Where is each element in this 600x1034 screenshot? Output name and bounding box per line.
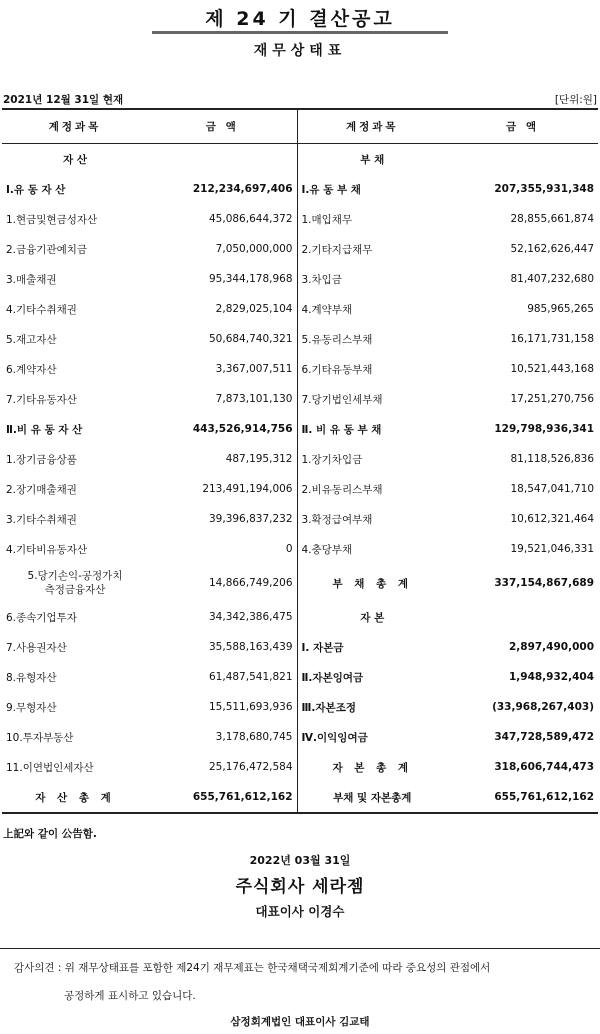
table-row xyxy=(2,722,598,752)
total-equity-label: 자 본 총 계 xyxy=(297,752,447,782)
amount: 16,171,731,158 xyxy=(510,333,594,345)
table-row xyxy=(2,294,598,324)
amount: 25,176,472,584 xyxy=(209,761,293,773)
header-left-amount: 금 액 xyxy=(148,109,297,144)
non-current-assets-label: Ⅱ.비 유 동 자 산 xyxy=(6,423,83,436)
amount: 81,407,232,680 xyxy=(510,273,594,285)
amount: 61,487,541,821 xyxy=(209,671,293,683)
amount: 14,866,749,206 xyxy=(209,577,293,589)
item-label: 7.당기법인세부채 xyxy=(297,384,447,414)
as-of-date: 2021년 12월 31일 현재 xyxy=(3,94,124,106)
item-label: 11.이연법인세자산 xyxy=(6,761,94,774)
amount xyxy=(447,144,598,175)
item-label: 2.기타지급채무 xyxy=(297,234,447,264)
item-label: 3.확정급여부채 xyxy=(297,504,447,534)
amount: 52,162,626,447 xyxy=(510,243,594,255)
table-row xyxy=(2,324,598,354)
equity-item-amount: (33,968,267,403) xyxy=(492,701,594,713)
item-label: 1.장기금융상품 xyxy=(6,453,77,466)
table-row xyxy=(2,174,598,204)
equity-item-label: Ⅱ.자본잉여금 xyxy=(297,662,447,692)
table-row xyxy=(2,384,598,414)
amount: 35,588,163,439 xyxy=(209,641,293,653)
item-label-line2: 측정금융자산 xyxy=(44,584,106,596)
statement-title: 재무상태표 xyxy=(253,43,347,59)
non-current-assets-amount: 443,526,914,756 xyxy=(192,423,293,435)
amount: 18,547,041,710 xyxy=(510,483,594,495)
amount: 7,873,101,130 xyxy=(215,393,293,405)
amount: 985,965,265 xyxy=(527,303,594,315)
table-row xyxy=(2,632,598,662)
item-label: 8.유형자산 xyxy=(6,671,57,684)
table-row xyxy=(2,782,598,813)
table-row xyxy=(2,662,598,692)
table-row xyxy=(2,234,598,264)
amount: 487,195,312 xyxy=(225,453,293,465)
notice-title: 제 24 기 결산공고 xyxy=(205,8,395,30)
table-row xyxy=(2,264,598,294)
table-row xyxy=(2,692,598,722)
equity-item-label: Ⅰ. 자본금 xyxy=(297,632,447,662)
item-label: 7.사용권자산 xyxy=(6,641,67,654)
company-name: 주식회사 세라젬 xyxy=(235,877,365,897)
item-label: 6.종속기업투자 xyxy=(6,611,77,624)
notice-text: 上記와 같이 公告함. xyxy=(3,828,97,840)
amount: 95,344,178,968 xyxy=(209,273,293,285)
amount: 28,855,661,874 xyxy=(510,213,594,225)
ceo-name: 대표이사 이경수 xyxy=(255,904,345,919)
equity-item-label: Ⅲ.자본조정 xyxy=(297,692,447,722)
amount: 50,684,740,321 xyxy=(209,333,293,345)
section-liabilities: 부 채 xyxy=(297,144,447,175)
amount: 0 xyxy=(285,543,293,555)
item-label: 1.장기차입금 xyxy=(297,444,447,474)
audit-opinion-line1: 감사의견 : 위 재무상태표를 포함한 제24기 재무제표는 한국채택국제회계기준에 따라 중요성의 관점에서 xyxy=(14,962,491,974)
table-row xyxy=(2,444,598,474)
title-underline xyxy=(152,31,448,34)
amount: 7,050,000,000 xyxy=(215,243,293,255)
current-liabilities-amount: 207,355,931,348 xyxy=(494,183,594,195)
equity-item-amount: 347,728,589,472 xyxy=(494,731,594,743)
current-assets-label: Ⅰ.유 동 자 산 xyxy=(6,183,66,196)
balance-sheet-table xyxy=(2,108,598,814)
item-label: 4.충당부채 xyxy=(297,534,447,564)
item-label-line1: 5.당기손익-공정가치 xyxy=(27,570,123,582)
amount: 39,396,837,232 xyxy=(209,513,293,525)
item-label: 6.계약자산 xyxy=(6,363,57,376)
item-label: 3.매출채권 xyxy=(6,273,57,286)
amount: 19,521,046,331 xyxy=(510,543,594,555)
table-row xyxy=(2,504,598,534)
table-row xyxy=(2,474,598,504)
item-label: 4.계약부채 xyxy=(297,294,447,324)
table-row xyxy=(2,534,598,564)
item-label: 10.투자부동산 xyxy=(6,731,74,744)
item-label: 2.금융기관예치금 xyxy=(6,243,88,256)
equity-item-amount: 2,897,490,000 xyxy=(508,641,594,653)
table-row xyxy=(2,752,598,782)
total-liabilities-equity-label: 부채 및 자본총계 xyxy=(297,782,447,813)
auditor-name: 삼정회계법인 대표이사 김교태 xyxy=(230,1016,370,1028)
notice-date: 2022년 03월 31일 xyxy=(249,854,351,867)
current-assets-amount: 212,234,697,406 xyxy=(192,183,293,195)
header-right-item: 계정과목 xyxy=(297,109,447,144)
item-label: 4.기타수취채권 xyxy=(6,303,77,316)
non-current-liabilities-label: Ⅱ. 비 유 동 부 채 xyxy=(297,414,447,444)
item-label: 5.재고자산 xyxy=(6,333,57,346)
total-assets-label: 자 산 총 계 xyxy=(2,782,148,813)
amount: 81,118,526,836 xyxy=(510,453,594,465)
item-label: 4.기타비유동자산 xyxy=(6,543,88,556)
table-row xyxy=(2,354,598,384)
amount: 2,829,025,104 xyxy=(215,303,293,315)
item-label: 1.현금및현금성자산 xyxy=(6,213,98,226)
amount: 15,511,693,936 xyxy=(209,701,293,713)
total-equity-amount: 318,606,744,473 xyxy=(494,761,594,773)
amount: 45,086,644,372 xyxy=(209,213,293,225)
equity-item-label: Ⅳ.이익잉여금 xyxy=(297,722,447,752)
amount xyxy=(447,602,598,632)
amount: 34,342,386,475 xyxy=(209,611,293,623)
table-row xyxy=(2,602,598,632)
amount: 213,491,194,006 xyxy=(202,483,293,495)
unit-label: [단위:원] xyxy=(554,94,597,106)
item-label: 7.기타유동자산 xyxy=(6,393,77,406)
item-label: 1.매입채무 xyxy=(297,204,447,234)
header-right-amount: 금 액 xyxy=(447,109,598,144)
amount: 17,251,270,756 xyxy=(510,393,594,405)
total-liabilities-amount: 337,154,867,689 xyxy=(494,577,594,589)
table-row xyxy=(2,414,598,444)
amount: 3,178,680,745 xyxy=(215,731,293,743)
item-label-two-line xyxy=(2,564,148,602)
section-assets: 자 산 xyxy=(63,153,87,166)
item-label: 2.비유동리스부채 xyxy=(297,474,447,504)
non-current-liabilities-amount: 129,798,936,341 xyxy=(494,423,594,435)
table-row xyxy=(2,204,598,234)
table-row xyxy=(2,144,598,175)
item-label: 2.장기매출채권 xyxy=(6,483,77,496)
item-label: 5.유동리스부채 xyxy=(297,324,447,354)
equity-item-amount: 1,948,932,404 xyxy=(508,671,594,683)
amount: 3,367,007,511 xyxy=(215,363,293,375)
total-liabilities-equity-amount: 655,761,612,162 xyxy=(447,782,598,813)
item-label: 6.기타유동부채 xyxy=(297,354,447,384)
header-left-item: 계정과목 xyxy=(2,109,148,144)
current-liabilities-label: Ⅰ.유 동 부 채 xyxy=(297,174,447,204)
divider xyxy=(0,948,600,949)
table-header-row xyxy=(2,109,598,144)
section-equity: 자 본 xyxy=(297,602,447,632)
item-label: 3.차입금 xyxy=(297,264,447,294)
item-label: 9.무형자산 xyxy=(6,701,57,714)
amount: 10,612,321,464 xyxy=(510,513,594,525)
amount xyxy=(148,144,297,175)
audit-opinion-line2: 공정하게 표시하고 있습니다. xyxy=(64,990,196,1002)
total-assets-amount: 655,761,612,162 xyxy=(148,782,297,813)
table-row xyxy=(2,564,598,602)
item-label: 3.기타수취채권 xyxy=(6,513,77,526)
total-liabilities-label: 부 채 총 계 xyxy=(297,564,447,602)
amount: 10,521,443,168 xyxy=(510,363,594,375)
